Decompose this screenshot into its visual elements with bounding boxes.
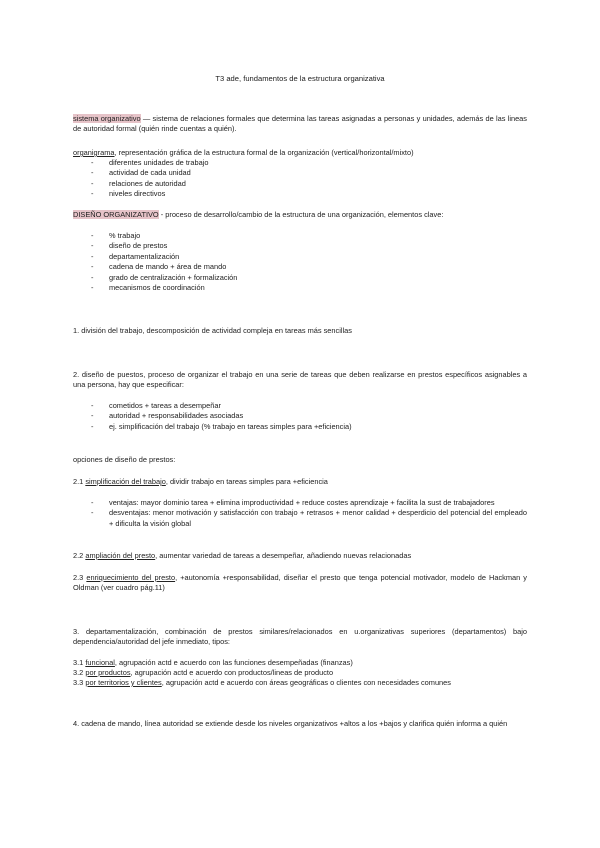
paragraph-por-territorios [73, 678, 527, 688]
section-tipos-departamentalizacion [73, 658, 527, 688]
section-organigrama [73, 148, 527, 200]
list-item: - % trabajo [73, 231, 527, 241]
term-funcional: funcional [85, 658, 115, 667]
term-por-productos: por productos [85, 668, 131, 677]
definition-text: , agrupación actd e acuerdo con las funciones desempeñadas (finanzas) [114, 658, 353, 667]
paragraph-sistema-organizativo [73, 114, 527, 134]
paragraph-funcional [73, 658, 527, 668]
list-item: - cometidos + tareas a desempeñar [73, 401, 527, 411]
list-item: - relaciones de autoridad [73, 179, 527, 189]
term-ampliacion: ampliación del presto [85, 551, 156, 560]
section-simplificacion [73, 477, 527, 529]
list-item: - departamentalización [73, 252, 527, 262]
term-diseno-organizativo: DISEÑO ORGANIZATIVO [73, 210, 159, 219]
definition-text: , representación gráfica de la estructura formal de la organización (vertical/horizontal/mixto) [114, 148, 414, 157]
organigrama-list [73, 158, 527, 200]
paragraph-division-trabajo: 1. división del trabajo, descomposición de actividad compleja en tareas más sencillas [73, 326, 352, 335]
ventajas-list [73, 498, 527, 529]
paragraph-por-productos [73, 668, 527, 678]
list-item: - grado de centralización + formalización [73, 273, 527, 283]
paragraph-ampliacion [73, 551, 527, 561]
section-number: 3.1 [73, 658, 86, 667]
section-diseno-organizativo [73, 210, 527, 293]
list-item: - desventajas: menor motivación y satisfacción con trabajo + retrasos + menor calidad + desperdicio del potencial del empleado + dificulta la visión global [73, 508, 527, 529]
section-number: 3.3 [73, 678, 86, 687]
section-number: 3.2 [73, 668, 86, 677]
list-item: - niveles directivos [73, 189, 527, 199]
definition-text: , agrupación actd e acuerdo con áreas geográficas o clientes con necesidades comunes [161, 678, 451, 687]
paragraph-cadena-mando: 4. cadena de mando, línea autoridad se extiende desde los niveles organizativos +altos a los +bajos y clarifica quién informa a quién [73, 719, 508, 728]
section-number: 2.1 [73, 477, 86, 486]
section-number: 2.3 [73, 573, 87, 582]
list-item: - diferentes unidades de trabajo [73, 158, 527, 168]
paragraph-simplificacion [73, 477, 527, 487]
list-item: - actividad de cada unidad [73, 168, 527, 178]
term-por-territorios: por territorios y clientes [85, 678, 162, 687]
definition-text: — sistema de relaciones formales que determina las tareas asignadas a personas y unidades, además de las lineas de autoridad formal (quién rinde cuentas a quién). [73, 114, 527, 133]
paragraph-diseno-organizativo [73, 210, 527, 220]
definition-text: , dividir trabajo en tareas simples para +eficiencia [165, 477, 328, 486]
term-sistema-organizativo: sistema organizativo [73, 114, 141, 123]
term-enriquecimiento: enriquecimiento del presto [86, 573, 176, 582]
list-item: - diseño de prestos [73, 241, 527, 251]
term-simplificacion: simplificación del trabajo [85, 477, 166, 486]
paragraph-enriquecimiento [73, 573, 527, 593]
paragraph-diseno-puestos: 2. diseño de puestos, proceso de organizar el trabajo en una serie de tareas que deben realizarse en prestos específicos asignables a una persona, hay que especificar: [73, 370, 527, 389]
document-title: T3 ade, fundamentos de la estructura organizativa [215, 74, 385, 83]
definition-text: , aumentar variedad de tareas a desempeñar, añadiendo nuevas relacionadas [155, 551, 412, 560]
paragraph-departamentalizacion: 3. departamentalización, combinación de prestos similares/relacionados en u.organizativas superiores (departamentos) bajo dependencia/autoridad del jefe inmediato, tipos: [73, 627, 527, 646]
section-diseno-puestos [73, 370, 527, 432]
list-item: - autoridad + responsabilidades asociadas [73, 411, 527, 421]
definition-text: , agrupación actd e acuerdo con productos/lineas de producto [130, 668, 334, 677]
definition-text: , +autonomía +responsabilidad, diseñar el presto que tenga potencial motivador, modelo de Hackman y Oldman (ver cuadro pág.11) [73, 573, 528, 592]
paragraph-organigrama [73, 148, 527, 158]
list-item: - ej. simplificación del trabajo (% trabajo en tareas simples para +eficiencia) [73, 422, 527, 432]
paragraph-opciones-diseno: opciones de diseño de prestos: [73, 455, 176, 464]
list-item: - mecanismos de coordinación [73, 283, 527, 293]
especificar-list [73, 401, 527, 432]
definition-text: - proceso de desarrollo/cambio de la estructura de una organización, elementos clave: [158, 210, 444, 219]
list-item: - ventajas: mayor dominio tarea + elimina improductividad + reduce costes aprendizaje + facilita la sust de trabajadores [73, 498, 527, 508]
elementos-clave-list [73, 231, 527, 293]
section-number: 2.2 [73, 551, 86, 560]
term-organigrama: organigrama [73, 148, 115, 157]
list-item: - cadena de mando + área de mando [73, 262, 527, 272]
